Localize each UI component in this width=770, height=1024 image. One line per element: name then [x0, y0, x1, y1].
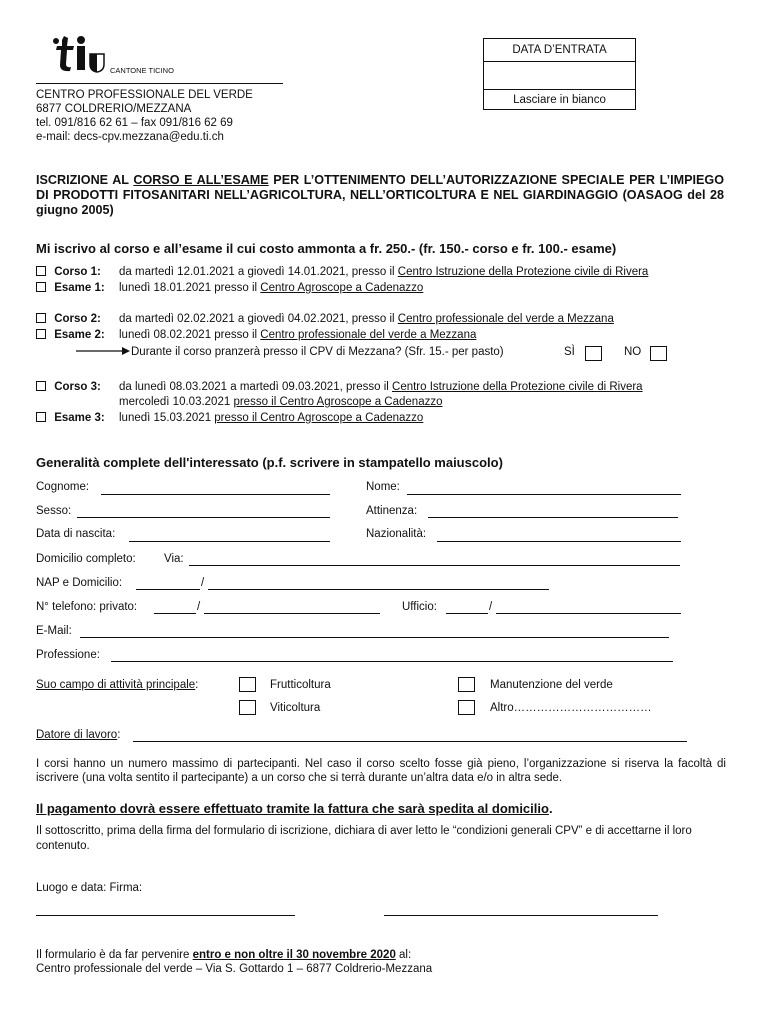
course-3-day2-date: mercoledì 10.03.2021: [119, 396, 234, 408]
footer: [36, 948, 432, 976]
green-maintenance-label: Manutenzione del verde: [490, 679, 613, 691]
footer-deadline-line: [36, 948, 432, 962]
org-name: CENTRO PROFESSIONALE DEL VERDE: [36, 89, 253, 101]
exam-2-checkbox[interactable]: [36, 329, 46, 339]
entry-date-box: [483, 38, 636, 110]
ticino-logo-icon: [50, 34, 112, 74]
phone-slash: /: [197, 601, 201, 613]
name-label: Nome:: [366, 481, 400, 493]
capacity-notice: I corsi hanno un numero massimo di partecipanti. Nel caso il corso scelto fosse già pieno, l’organizzazione si riserva la facoltà di iscrivere (una volta sentito il partecipante) a un corso che si terrà durante un’altra data e/o in altra sede.: [36, 758, 726, 784]
personal-heading: Generalità complete dell'interessato (p.f. scrivere in stampatello maiuscolo): [36, 455, 503, 470]
street-label: Via:: [164, 553, 184, 565]
course-1-date: da martedì 12.01.2021 a giovedì 14.01.2021, presso il: [119, 266, 398, 278]
course-1-label: Corso 1:: [54, 266, 101, 278]
course-2-date: da martedì 02.02.2021 a giovedì 04.02.2021, presso il: [119, 313, 398, 325]
header-divider: [36, 83, 283, 84]
exam-1-location: Centro Agroscope a Cadenazzo: [260, 282, 424, 294]
lunch-no-checkbox[interactable]: [650, 346, 667, 361]
course-3-location: Centro Istruzione della Protezione civile di Rivera: [392, 381, 643, 393]
exam-3-text: [119, 412, 423, 424]
employer-label: [36, 729, 120, 741]
email-label: E-Mail:: [36, 625, 72, 637]
signature-label: Luogo e data: Firma:: [36, 882, 143, 894]
course-3-day2: [119, 396, 443, 408]
office-slash: /: [489, 601, 493, 613]
lunch-arrow-icon: [76, 346, 131, 359]
exam-2-label: Esame 2:: [54, 329, 105, 341]
sex-field[interactable]: [77, 517, 330, 518]
exam-1-label: Esame 1:: [54, 282, 105, 294]
field-of-activity-text: Suo campo di attività principale: [36, 679, 196, 691]
logo: [50, 34, 112, 74]
course-3-row: [36, 381, 643, 393]
exam-3-label: Esame 3:: [54, 412, 105, 424]
course-3-text: [119, 381, 643, 393]
exam-1-text: [119, 282, 423, 294]
title-part3: PER L’OTTENIMENTO DELL’AUTORIZZAZIONE SPECIALE PER L’IMPIEGO DI PRODOTTI FITOSANITARI NELL’AGRICOLTURA, NELL’ORTICOLTURA E NEL GIARDINAGGIO (OASAOG del 28 giugno 2005): [36, 173, 724, 217]
place-date-field[interactable]: [36, 915, 295, 916]
phone-label: N° telefono: privato:: [36, 601, 138, 613]
employer-colon: :: [117, 729, 121, 741]
exam-1-checkbox[interactable]: [36, 282, 46, 292]
entry-date-field[interactable]: [484, 62, 635, 90]
employer-text: Datore di lavoro: [36, 729, 118, 741]
entry-date-note: Lasciare in bianco: [513, 94, 606, 106]
exam-1-row: [36, 282, 424, 294]
exam-3-date: lunedì 15.03.2021: [119, 412, 215, 424]
org-phone: tel. 091/816 62 61 – fax 091/816 62 69: [36, 117, 233, 129]
zip-label: NAP e Domicilio:: [36, 577, 123, 589]
declaration-text: Il sottoscritto, prima della firma del formulario di iscrizione, dichiara di aver letto le “condizioni generali CPV” e di accettarne il loro contenuto.: [36, 825, 692, 852]
page-title: [36, 173, 724, 218]
course-3-checkbox[interactable]: [36, 381, 46, 391]
origin-field[interactable]: [428, 517, 678, 518]
viticulture-label: Viticoltura: [270, 702, 321, 714]
course-1-location: Centro Istruzione della Protezione civile di Rivera: [397, 266, 649, 278]
exam-2-location: Centro professionale del verde a Mezzana: [260, 329, 477, 341]
course-2-checkbox[interactable]: [36, 313, 46, 323]
name-field[interactable]: [407, 494, 681, 495]
zip-field[interactable]: [136, 589, 200, 590]
profession-label: Professione:: [36, 649, 100, 661]
lunch-question: Durante il corso pranzerà presso il CPV di Mezzana? (Sfr. 15.- per pasto): [131, 346, 504, 358]
org-email: e-mail: decs-cpv.mezzana@edu.ti.ch: [36, 131, 224, 143]
footer-pre: Il formulario è da far pervenire: [36, 949, 193, 961]
org-city: 6877 COLDRERIO/MEZZANA: [36, 103, 192, 115]
surname-field[interactable]: [101, 494, 330, 495]
nationality-label: Nazionalità:: [366, 528, 427, 540]
course-1-checkbox[interactable]: [36, 266, 46, 276]
office-number-field[interactable]: [496, 613, 681, 614]
exam-3-location: presso il Centro Agroscope a Cadenazzo: [214, 412, 424, 424]
office-label: Ufficio:: [402, 601, 437, 613]
org-address: [36, 88, 253, 144]
course-1-row: [36, 266, 649, 278]
surname-label: Cognome:: [36, 481, 90, 493]
fruit-growing-checkbox[interactable]: [239, 677, 256, 692]
address-label: Domicilio completo:: [36, 553, 136, 565]
office-prefix-field[interactable]: [446, 613, 488, 614]
lunch-yes-label: SÌ: [564, 346, 575, 358]
nationality-field[interactable]: [437, 541, 681, 542]
exam-2-text: [119, 329, 476, 341]
green-maintenance-checkbox[interactable]: [458, 677, 475, 692]
canton-label: CANTONE TICINO: [110, 66, 174, 75]
signature-field[interactable]: [384, 915, 658, 916]
course-2-label: Corso 2:: [54, 313, 101, 325]
exam-2-date: lunedì 08.02.2021 presso il: [119, 329, 261, 341]
city-field[interactable]: [208, 589, 549, 590]
phone-number-field[interactable]: [204, 613, 380, 614]
footer-deadline: entro e non oltre il 30 novembre 2020: [192, 949, 396, 961]
payment-dot: .: [548, 801, 553, 816]
lunch-no-label: NO: [624, 346, 642, 358]
profession-field[interactable]: [111, 661, 673, 662]
field-of-activity-label: [36, 679, 198, 691]
sex-label: Sesso:: [36, 505, 72, 517]
other-label[interactable]: Altro………………………………: [490, 702, 652, 714]
course-2-row: [36, 313, 614, 325]
employer-field[interactable]: [133, 741, 687, 742]
exam-1-date: lunedì 18.01.2021 presso il: [119, 282, 261, 294]
payment-note: [36, 801, 553, 816]
footer-post: al:: [395, 949, 412, 961]
entry-date-title: DATA D’ENTRATA: [484, 39, 635, 62]
course-3-label: Corso 3:: [54, 381, 101, 393]
street-field[interactable]: [189, 565, 680, 566]
other-checkbox[interactable]: [458, 700, 475, 715]
exam-3-checkbox[interactable]: [36, 412, 46, 422]
viticulture-checkbox[interactable]: [239, 700, 256, 715]
course-2-location: Centro professionale del verde a Mezzana: [397, 313, 614, 325]
birthdate-label: Data di nascita:: [36, 528, 116, 540]
footer-address: Centro professionale del verde – Via S. Gottardo 1 – 6877 Coldrerio-Mezzana: [36, 963, 433, 975]
cost-heading: Mi iscrivo al corso e all’esame il cui costo ammonta a fr. 250.- (fr. 150.- corso e fr. 100.- esame): [36, 241, 617, 256]
course-1-text: [119, 266, 648, 278]
course-3-day2-location: presso il Centro Agroscope a Cadenazzo: [233, 396, 443, 408]
title-part1: ISCRIZIONE AL: [36, 173, 134, 187]
phone-prefix-field[interactable]: [154, 613, 196, 614]
payment-text: Il pagamento dovrà essere effettuato tramite la fattura che sarà spedita al domicilio: [36, 801, 549, 816]
fruit-growing-label: Frutticoltura: [270, 679, 331, 691]
birthdate-field[interactable]: [129, 541, 330, 542]
origin-label: Attinenza:: [366, 505, 418, 517]
exam-3-row: [36, 412, 424, 424]
email-field[interactable]: [80, 637, 669, 638]
title-part2: CORSO E ALL’ESAME: [133, 173, 269, 187]
zip-slash: /: [201, 577, 205, 589]
course-2-text: [119, 313, 614, 325]
field-of-activity-colon: :: [195, 679, 199, 691]
exam-2-row: [36, 329, 477, 341]
course-3-date: da lunedì 08.03.2021 a martedì 09.03.2021, presso il: [119, 381, 393, 393]
lunch-yes-checkbox[interactable]: [585, 346, 602, 361]
